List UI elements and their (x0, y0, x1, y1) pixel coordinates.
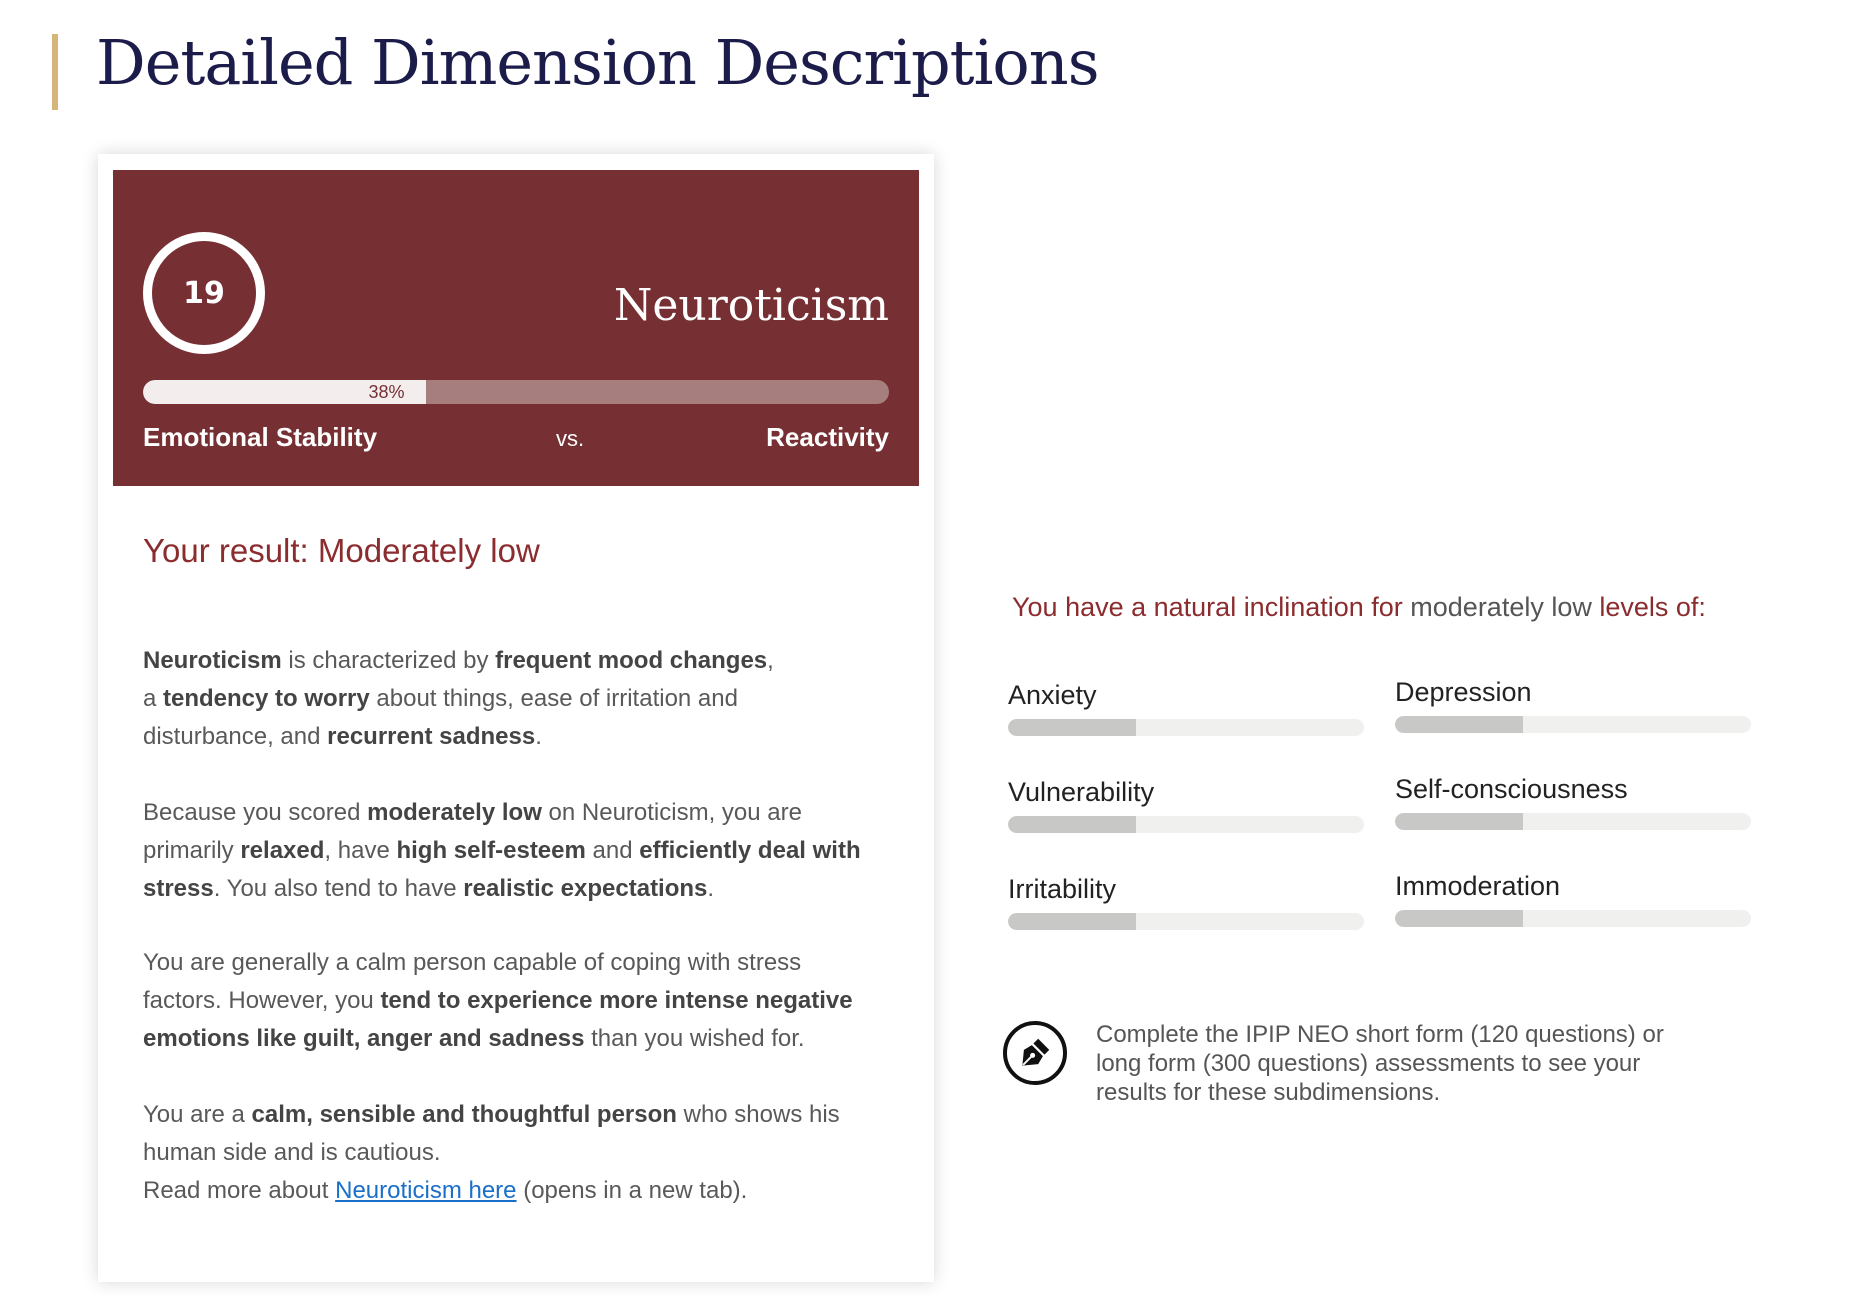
result-heading: Your result: Moderately low (143, 532, 540, 569)
page-title: Detailed Dimension Descriptions (96, 26, 1099, 99)
subdimension-bar (1008, 913, 1364, 930)
subdimension-anxiety: Anxiety (1008, 680, 1364, 736)
subdimension-note: Complete the IPIP NEO short form (120 questions) or long form (300 questions) assessments to see your results for these subdimensions. (1096, 1021, 1664, 1106)
subdimension-bar (1395, 813, 1751, 830)
title-accent-bar (52, 34, 58, 110)
score-bar (143, 380, 889, 404)
score-ring (143, 232, 265, 354)
subdimension-depression: Depression (1395, 677, 1751, 733)
subdimension-bar (1008, 816, 1364, 833)
subdimension-vulnerability: Vulnerability (1008, 777, 1364, 833)
description-paragraph-3: You are generally a calm person capable of coping with stress factors. However, you tend to experience more intense negative emotions like guilt, anger and sadness than you wished for. (143, 949, 853, 1052)
subdimension-irritability: Irritability (1008, 874, 1364, 930)
pole-vs-label: vs. (556, 426, 585, 451)
dimension-card (98, 154, 934, 1282)
subdimension-bar (1395, 716, 1751, 733)
read-more-paragraph: Read more about Neuroticism here (opens in a new tab). (143, 1177, 748, 1204)
description-paragraph-1: Neuroticism is characterized by frequent mood changes, a tendency to worry about things, ease of irritation and disturbance, and recurrent sadness. (143, 647, 774, 750)
subdimension-immoderation: Immoderation (1395, 871, 1751, 927)
read-more-link[interactable]: Neuroticism here (335, 1177, 517, 1204)
score-percent: 38% (368, 382, 405, 402)
subdimension-intro: You have a natural inclination for moderately low levels of: (1012, 592, 1706, 622)
pen-icon (1003, 1021, 1067, 1085)
subdimension-bar (1008, 719, 1364, 736)
score-value: 19 (183, 275, 225, 311)
score-bar-fill (143, 380, 426, 404)
pole-left-label: Emotional Stability (143, 422, 378, 452)
description-paragraph-2: Because you scored moderately low on Neuroticism, you are primarily relaxed, have high self-esteem and efficiently deal with stress. You also tend to have realistic expectations. (143, 799, 861, 902)
subdimension-self-consciousness: Self-consciousness (1395, 774, 1751, 830)
subdimension-bar (1395, 910, 1751, 927)
description-paragraph-4: You are a calm, sensible and thoughtful person who shows his human side and is cautious. (143, 1101, 840, 1166)
pole-right-label: Reactivity (766, 422, 889, 452)
dimension-header (113, 170, 919, 486)
dimension-name: Neuroticism (613, 280, 889, 331)
